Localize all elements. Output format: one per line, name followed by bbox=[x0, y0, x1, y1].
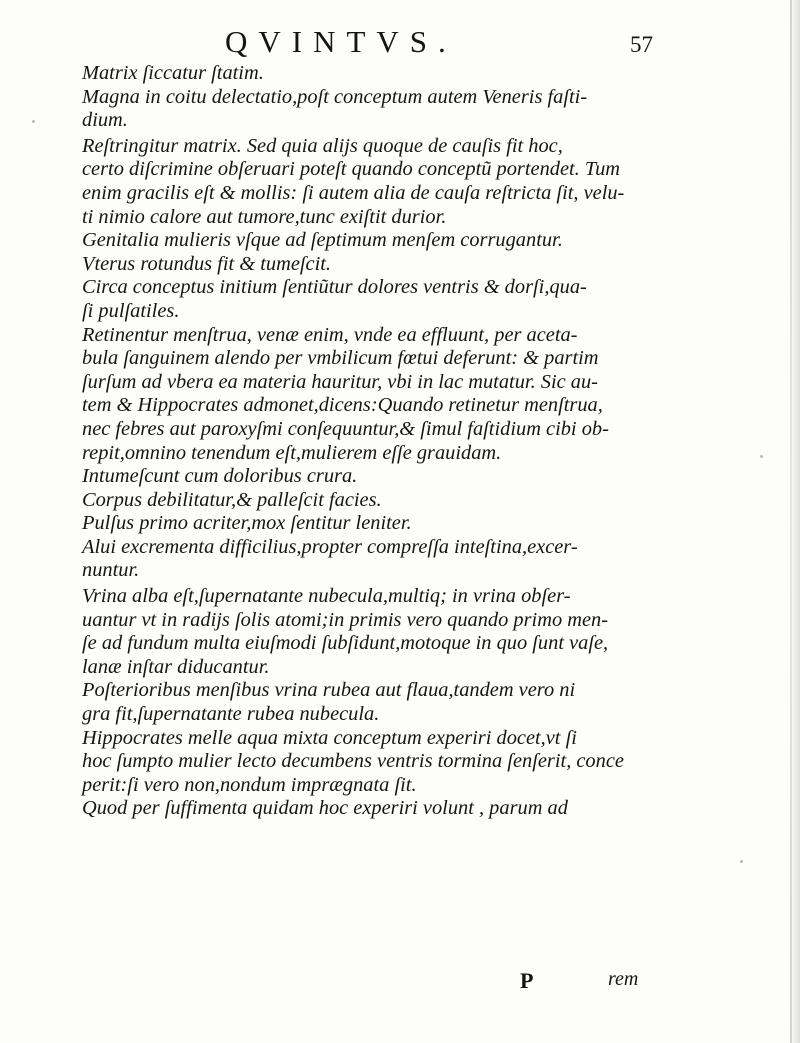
text-line: repit,omnino tenendum eſt,mulierem eſſe grauidam. bbox=[82, 441, 502, 464]
text-line: hoc ſumpto mulier lecto decumbens ventris tormina ſenſerit, conce bbox=[82, 750, 624, 773]
text-line: perit:ſi vero non,nondum imprægnata ſit. bbox=[82, 773, 417, 796]
text-line: Corpus debilitatur,& palleſcit facies. bbox=[82, 488, 382, 511]
ink-speck bbox=[760, 455, 763, 458]
text-line: Quod per ſuffimenta quidam hoc experiri volunt , parum ad bbox=[82, 797, 568, 820]
running-head: QVINTVS. bbox=[225, 24, 457, 59]
text-line: ſi pulſatiles. bbox=[82, 299, 180, 322]
text-line: Matrix ſiccatur ſtatim. bbox=[82, 62, 264, 84]
text-line: Vterus rotundus fit & tumeſcit. bbox=[82, 252, 332, 275]
text-line: uantur vt in radijs ſolis atomi;in primis vero quando primo men- bbox=[82, 608, 608, 631]
text-line: enim gracilis eſt & mollis: ſi autem alia de cauſa reſtricta ſit, velu- bbox=[82, 181, 625, 204]
text-line: Hippocrates melle aqua mixta conceptum experiri docet,vt ſi bbox=[82, 726, 577, 749]
text-line: Circa conceptus initium ſentiũtur dolores ventris & dorſi,qua- bbox=[82, 276, 587, 299]
text-line: Magna in coitu delectatio,poſt conceptum autem Veneris faſti- bbox=[82, 85, 588, 108]
text-line: ſe ad fundum multa eiuſmodi ſubſidunt,motoque in quo ſunt vaſe, bbox=[82, 632, 609, 655]
text-line: Retinentur menſtrua, venæ enim, vnde ea effluunt, per aceta- bbox=[82, 323, 578, 346]
body-text bbox=[82, 62, 657, 821]
catchword: rem bbox=[608, 968, 639, 990]
text-line: ſurſum ad vbera ea materia hauritur, vbi in lac mutatur. Sic au- bbox=[82, 370, 598, 393]
text-line: nec febres aut paroxyſmi conſequuntur,& ſimul faſtidium cibi ob- bbox=[82, 417, 609, 440]
text-line: Pulſus primo acriter,mox ſentitur leniter. bbox=[82, 512, 412, 535]
text-line: tem & Hippocrates admonet,dicens:Quando retinetur menſtrua, bbox=[82, 394, 603, 417]
signature-mark: P bbox=[520, 968, 534, 993]
text-line: Vrina alba eſt,ſupernatante nubecula,multiq; in vrina obſer- bbox=[82, 585, 571, 608]
text-line: Poſterioribus menſibus vrina rubea aut flaua,tandem vero ni bbox=[82, 679, 576, 702]
text-line: bula ſanguinem alendo per vmbilicum fœtui deferunt: & partim bbox=[82, 347, 599, 370]
text-line: Alui excrementa difficilius,propter compreſſa inteſtina,excer- bbox=[82, 535, 578, 558]
text-line: dium. bbox=[82, 109, 128, 132]
text-line: ti nimio calore aut tumore,tunc exiſtit durior. bbox=[82, 205, 447, 228]
text-line: Genitalia mulieris vſque ad ſeptimum menſem corrugantur. bbox=[82, 229, 563, 252]
text-line: gra fit,ſupernatante rubea nubecula. bbox=[82, 703, 380, 726]
ink-speck bbox=[32, 120, 35, 123]
page-number: 57 bbox=[630, 32, 653, 57]
text-line: certo diſcrimine obſeruari poteſt quando conceptũ portendet. Tum bbox=[82, 158, 621, 181]
text-line: lanæ inſtar diducantur. bbox=[82, 655, 270, 678]
page-header bbox=[0, 20, 800, 60]
text-line: nuntur. bbox=[82, 559, 140, 582]
ink-speck bbox=[740, 860, 743, 863]
text-line: Intumeſcunt cum doloribus crura. bbox=[82, 465, 358, 488]
text-line: Reſtringitur matrix. Sed quia alijs quoque de cauſis fit hoc, bbox=[82, 134, 563, 157]
